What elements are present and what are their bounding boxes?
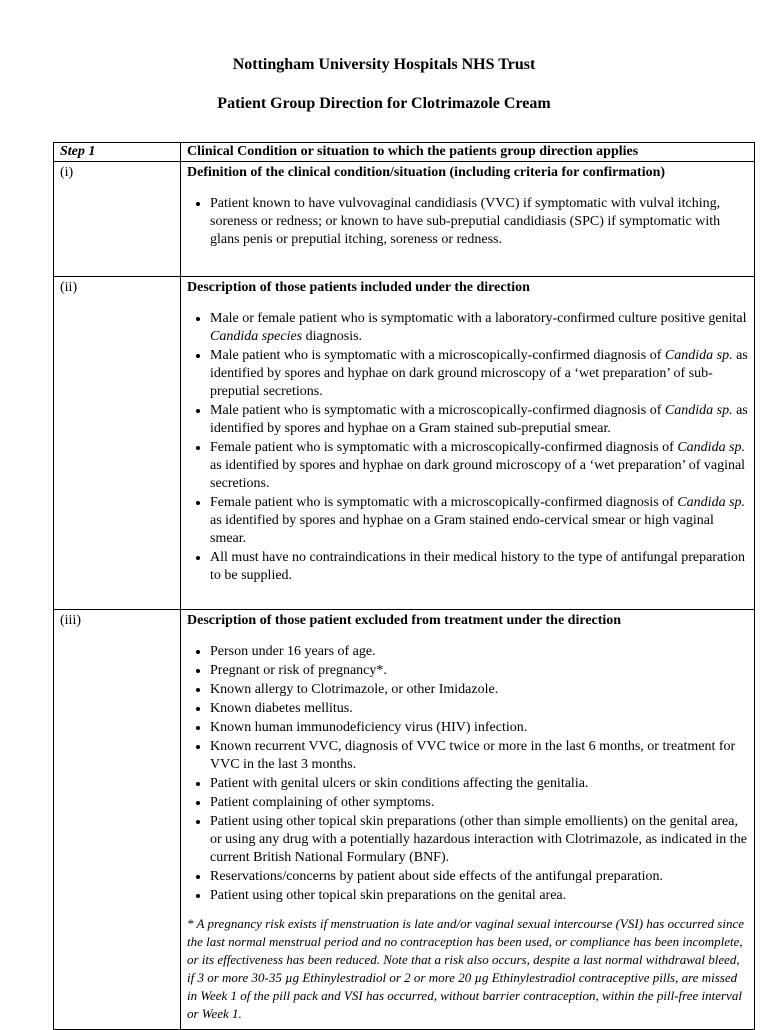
list-item: • Reservations/concerns by patient about side effects of the antifungal preparation. bbox=[210, 867, 748, 886]
list-item: • Male patient who is symptomatic with a microscopically-confirmed diagnosis of Candida sp. as identified by spores and hyphae on a Gram stained sub-preputial smear. bbox=[210, 401, 748, 438]
organisation-title: Nottingham University Hospitals NHS Trust bbox=[232, 56, 536, 73]
list-item: • Male or female patient who is symptomatic with a laboratory-confirmed culture positive genital Candida species diagnosis. bbox=[210, 309, 748, 346]
list-item: • Known diabetes mellitus. bbox=[210, 699, 748, 718]
section-content bbox=[181, 610, 755, 1030]
list-item: • Person under 16 years of age. bbox=[210, 642, 748, 661]
pregnancy-risk-note: * A pregnancy risk exists if menstruation is late and/or vaginal sexual intercourse (VSI) has occurred since the last normal menstrual period and no contraception has been used, or compliance has been incomplete, or its effectiveness has been reduced. Note that a risk also occurs, despite a last normal withdrawal bleed, if 3 or more 30-35 µg Ethinylestradiol or 2 or more 20 µg Ethinylestradiol contraceptive pills, are missed in Week 1 of the pill pack and VSI has occurred, without barrier contraception, within the pill-free interval or Week 1. bbox=[187, 916, 744, 1021]
section-label: (ii) bbox=[54, 277, 181, 610]
section-heading: Description of those patients included under the direction bbox=[187, 280, 530, 295]
list-item: • Patient known to have vulvovaginal candidiasis (VVC) if symptomatic with vulval itching, soreness or redness; or known to have sub-preputial candidiasis (SPC) if symptomatic with glans penis or preputial itching, soreness or redness. bbox=[210, 194, 748, 249]
section-row-i bbox=[54, 162, 755, 277]
document-title: Patient Group Direction for Clotrimazole Cream bbox=[217, 95, 551, 112]
list-item: • Known human immunodeficiency virus (HIV) infection. bbox=[210, 718, 748, 737]
section-label: (i) bbox=[54, 162, 181, 277]
list-item: • Known recurrent VVC, diagnosis of VVC twice or more in the last 6 months, or treatment for VVC in the last 3 months. bbox=[210, 737, 748, 774]
step-heading: Clinical Condition or situation to which the patients group direction applies bbox=[181, 143, 755, 162]
section-row-iii bbox=[54, 610, 755, 1030]
list-item: • Pregnant or risk of pregnancy*. bbox=[210, 661, 748, 680]
list-item: • Patient with genital ulcers or skin conditions affecting the genitalia. bbox=[210, 774, 748, 793]
step-label: Step 1 bbox=[54, 143, 181, 162]
list-item: • Patient complaining of other symptoms. bbox=[210, 793, 748, 812]
list-item: • Known allergy to Clotrimazole, or other Imidazole. bbox=[210, 680, 748, 699]
section-row-ii bbox=[54, 277, 755, 610]
list-item: • Female patient who is symptomatic with a microscopically-confirmed diagnosis of Candida sp. as identified by spores and hyphae on a Gram stained endo-cervical smear or high vaginal smear. bbox=[210, 493, 748, 548]
section-content bbox=[181, 162, 755, 277]
bullet-list bbox=[187, 194, 748, 249]
pgd-table bbox=[53, 142, 755, 1030]
list-item: • Female patient who is symptomatic with a microscopically-confirmed diagnosis of Candida sp. as identified by spores and hyphae on dark ground microscopy of a ‘wet preparation’ of vaginal secretions. bbox=[210, 438, 748, 493]
section-content bbox=[181, 277, 755, 610]
list-item: • All must have no contraindications in their medical history to the type of antifungal preparation to be supplied. bbox=[210, 548, 748, 585]
list-item: • Male patient who is symptomatic with a microscopically-confirmed diagnosis of Candida sp. as identified by spores and hyphae on dark ground microscopy of a ‘wet preparation’ of sub-preputial secretions. bbox=[210, 346, 748, 401]
section-heading: Description of those patient excluded from treatment under the direction bbox=[187, 613, 622, 628]
bullet-list bbox=[187, 642, 748, 905]
section-heading: Definition of the clinical condition/situation (including criteria for confirmation) bbox=[187, 165, 666, 180]
bullet-list bbox=[187, 309, 748, 585]
table-header-row bbox=[54, 143, 755, 162]
list-item: • Patient using other topical skin preparations (other than simple emollients) on the genital area, or using any drug with a potentially hazardous interaction with Clotrimazole, as indicated in the current British National Formulary (BNF). bbox=[210, 812, 748, 867]
section-label: (iii) bbox=[54, 610, 181, 1030]
list-item: • Patient using other topical skin preparations on the genital area. bbox=[210, 886, 748, 905]
